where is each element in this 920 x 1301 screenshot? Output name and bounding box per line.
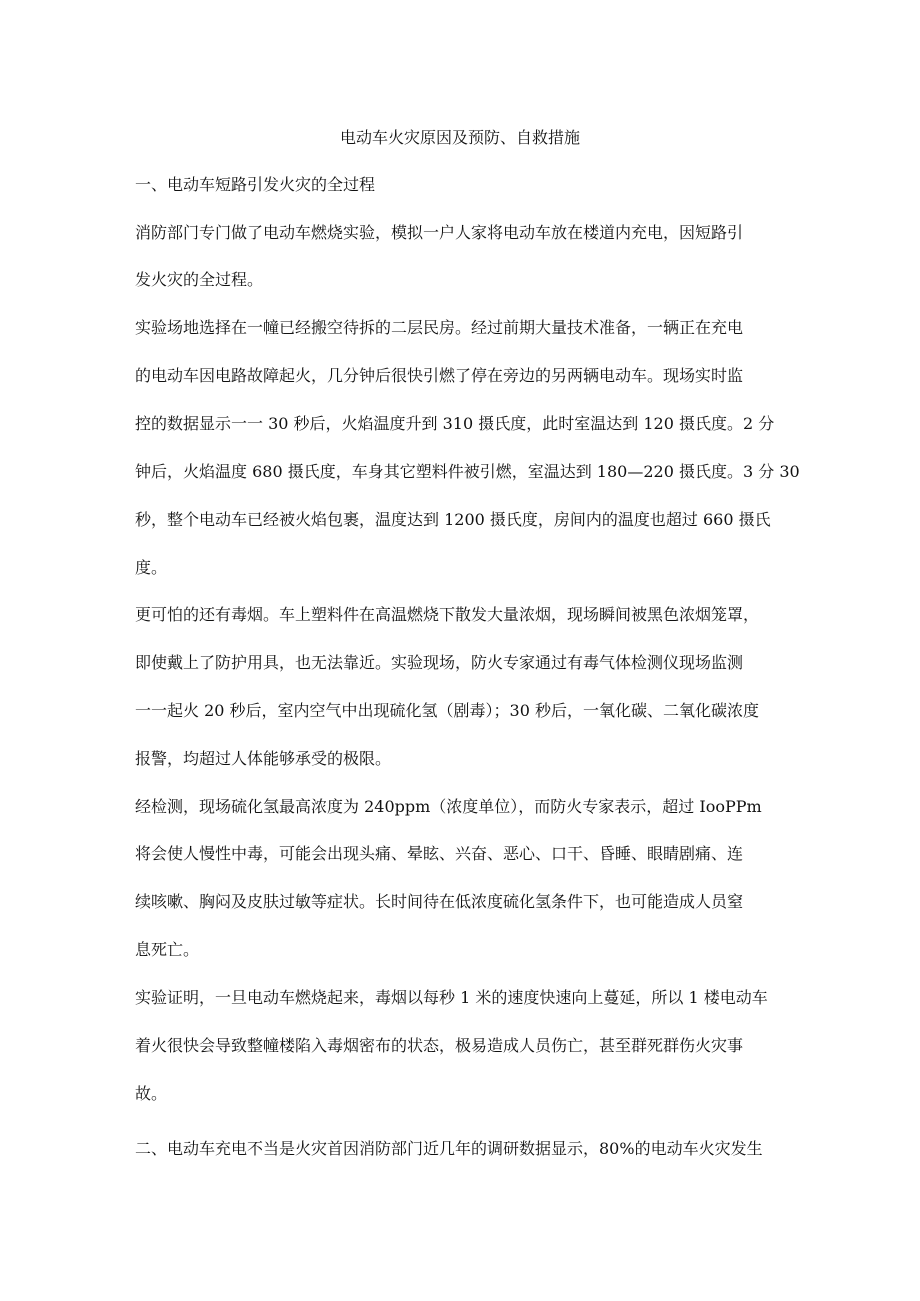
paragraph-line: 续咳嗽、胸闷及皮肤过敏等症状。长时间待在低浓度硫化氢条件下，也可能造成人员窒 — [135, 892, 744, 911]
paragraph-line: 度。 — [135, 558, 168, 577]
section-heading-1: 一、电动车短路引发火灾的全过程 — [135, 175, 376, 194]
section-heading-2: 二、电动车充电不当是火灾首因消防部门近几年的调研数据显示，80%的电动车火灾发生 — [135, 1139, 763, 1158]
paragraph-line: 更可怕的还有毒烟。车上塑料件在高温燃烧下散发大量浓烟，现场瞬间被黑色浓烟笼罩， — [135, 605, 760, 624]
paragraph-line: 经检测，现场硫化氢最高浓度为 240ppm（浓度单位），而防火专家表示，超过 IooPPm — [135, 797, 762, 816]
paragraph-line: 即使戴上了防护用具，也无法靠近。实验现场，防火专家通过有毒气体检测仪现场监测 — [135, 653, 744, 672]
paragraph-line: 息死亡。 — [135, 940, 200, 959]
paragraph-line: 着火很快会导致整幢楼陷入毒烟密布的状态，极易造成人员伤亡，甚至群死群伤火灾事 — [135, 1036, 744, 1055]
paragraph-line: 控的数据显示一一 30 秒后，火焰温度升到 310 摄氏度，此时室温达到 120 摄氏度。2 分 — [135, 414, 775, 433]
paragraph-line: 消防部门专门做了电动车燃烧实验，模拟一户人家将电动车放在楼道内充电，因短路引 — [135, 223, 744, 242]
paragraph-line: 实验证明，一旦电动车燃烧起来，毒烟以每秒 1 米的速度快速向上蔓延，所以 1 楼电动车 — [135, 988, 768, 1007]
paragraph-line: 发火灾的全过程。 — [135, 270, 264, 289]
document-title: 电动车火灾原因及预防、自救措施 — [339, 128, 580, 147]
paragraph-line: 一一起火 20 秒后，室内空气中出现硫化氢（剧毒）；30 秒后，一氧化碳、二氧化碳浓度 — [135, 701, 759, 720]
paragraph-line: 实验场地选择在一幢已经搬空待拆的二层民房。经过前期大量技术准备，一辆正在充电 — [135, 318, 744, 337]
paragraph-line: 将会使人慢性中毒，可能会出现头痛、晕眩、兴奋、恶心、口干、昏睡、眼睛剧痛、连 — [135, 844, 744, 863]
paragraph-line: 的电动车因电路故障起火，几分钟后很快引燃了停在旁边的另两辆电动车。现场实时监 — [135, 366, 744, 385]
paragraph-line: 报警，均超过人体能够承受的极限。 — [135, 749, 392, 768]
paragraph-line: 秒，整个电动车已经被火焰包裹，温度达到 1200 摄氏度，房间内的温度也超过 660 摄氏 — [135, 510, 771, 529]
paragraph-line: 钟后，火焰温度 680 摄氏度，车身其它塑料件被引燃，室温达到 180—220 摄氏度。3 分 30 — [135, 462, 800, 481]
paragraph-line: 故。 — [135, 1084, 168, 1103]
